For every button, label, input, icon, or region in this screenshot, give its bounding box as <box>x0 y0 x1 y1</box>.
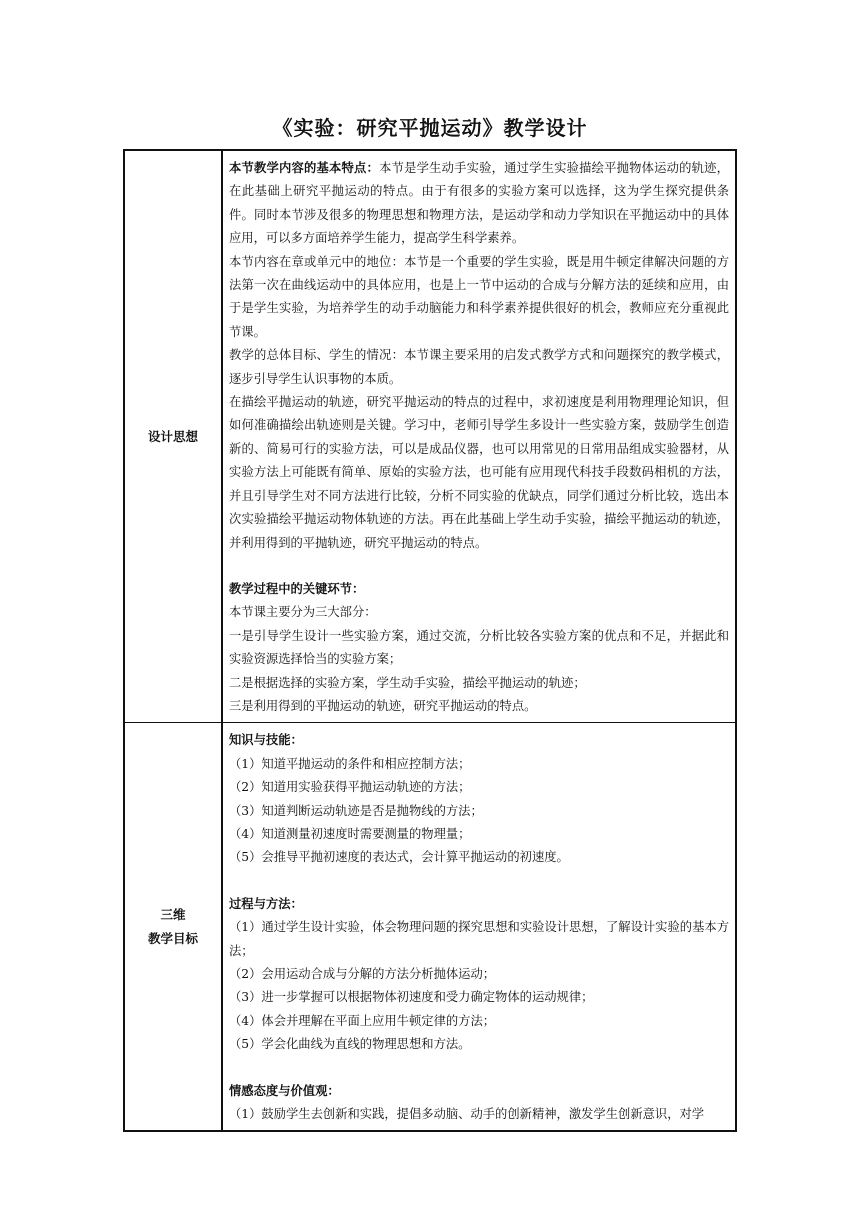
process-item: （2）会用运动合成与分解的方法分析抛体运动； <box>229 967 496 981</box>
page-title: 《实验：研究平抛运动》教学设计 <box>272 116 588 140</box>
objectives-label-line1: 三维 <box>160 906 186 922</box>
knowledge-item: （5）会推导平抛初速度的表达式，会计算平抛运动的初速度。 <box>229 850 569 865</box>
objectives-label <box>124 723 222 1132</box>
key-step-item: 一是引导学生设计一些实验方案，通过交流，分析比较各实验方案的优点和不足，并据此和实验资源选择恰当的实验方案； <box>229 628 729 667</box>
process-item: （5）学会化曲线为直线的物理思想和方法。 <box>229 1037 471 1052</box>
knowledge-skills-heading: 知识与技能： <box>229 733 303 748</box>
key-steps-heading: 教学过程中的关键环节： <box>229 581 365 596</box>
spacer <box>229 555 729 578</box>
basic-features-paragraph <box>229 157 729 251</box>
objectives-content <box>222 723 736 1132</box>
trajectory-method-paragraph: 在描绘平抛运动的轨迹，研究平抛运动的特点的过程中，求初速度是利用物理理论知识，但如何准确描绘出轨迹则是关键。学习中，老师引导学生多设计一些实验方案，鼓励学生创造新的、简易可行的实验方法，可以是成品仪器，也可以用常见的日常用品组成实验器材，从实验方法上可能既有简单、原始的实验方法，也可能有应用现代科技手段数码相机的方法，并且引导学生对不同方法进行比较，分析不同实验的优缺点，同学们通过分析比较，选出本次实验描绘平抛运动物体轨迹的方法。再在此基础上学生动手实验，描绘平抛运动的轨迹，并利用得到的平抛轨迹，研究平抛运动的特点。 <box>229 395 729 550</box>
emotion-item: （1）鼓励学生去创新和实践，提倡多动脑、动手的创新精神，激发学生创新意识，对学 <box>229 1107 705 1122</box>
spacer <box>229 1057 729 1080</box>
key-step-item: 二是根据选择的实验方案，学生动手实验，描绘平抛运动的轨迹； <box>229 675 586 690</box>
knowledge-item: （4）知道测量初速度时需要测量的物理量； <box>229 826 471 841</box>
knowledge-item: （1）知道平抛运动的条件和相应控制方法； <box>229 756 471 771</box>
emotion-values-heading: 情感态度与价值观： <box>229 1083 340 1098</box>
design-idea-content <box>222 150 736 723</box>
process-item: （3）进一步掌握可以根据物体初速度和受力确定物体的运动规律； <box>229 990 594 1005</box>
lesson-plan-table <box>123 149 737 1132</box>
process-item: （1）通过学生设计实验，体会物理问题的探究思想和实验设计思想，了解设计实验的基本方法； <box>229 920 729 958</box>
spacer <box>229 870 729 893</box>
knowledge-item: （2）知道用实验获得平抛运动轨迹的方法； <box>229 780 471 795</box>
design-idea-label: 设计思想 <box>124 150 222 723</box>
table-row-objectives <box>124 723 736 1132</box>
process-item: （4）体会并理解在平面上应用牛顿定律的方法； <box>229 1013 496 1028</box>
process-method-heading: 过程与方法： <box>229 896 303 911</box>
table-row-design-idea <box>124 150 736 723</box>
key-step-item: 三是利用得到的平抛运动的轨迹，研究平抛运动的特点。 <box>229 698 537 713</box>
basic-features-text: 本节是学生动手实验，通过学生实验描绘平抛物体运动的轨迹，在此基础上研究平抛运动的特点。由于有很多的实验方案可以选择，这为学生探究提供条件。同时本节涉及很多的物理思想和物理方法，是运动学和动力学知识在平抛运动中的具体应用，可以多方面培养学生能力，提高学生科学素养。 <box>229 161 729 246</box>
chapter-position-paragraph: 本节内容在章或单元中的地位：本节是一个重要的学生实验，既是用牛顿定律解决问题的方法第一次在曲线运动中的具体应用，也是上一节中运动的合成与分解方法的延续和应用，由于是学生实验，为培养学生的动手动脑能力和科学素养提供很好的机会，教师应充分重视此节课。 <box>229 254 729 339</box>
overall-goal-paragraph: 教学的总体目标、学生的情况：本节课主要采用的启发式教学方式和问题探究的教学模式，逐步引导学生认识事物的本质。 <box>229 348 729 386</box>
basic-features-heading: 本节教学内容的基本特点： <box>229 161 380 175</box>
knowledge-item: （3）知道判断运动轨迹是否是抛物线的方法； <box>229 803 483 818</box>
objectives-label-line2: 教学目标 <box>147 930 198 946</box>
key-steps-intro: 本节课主要分为三大部分： <box>229 605 377 620</box>
